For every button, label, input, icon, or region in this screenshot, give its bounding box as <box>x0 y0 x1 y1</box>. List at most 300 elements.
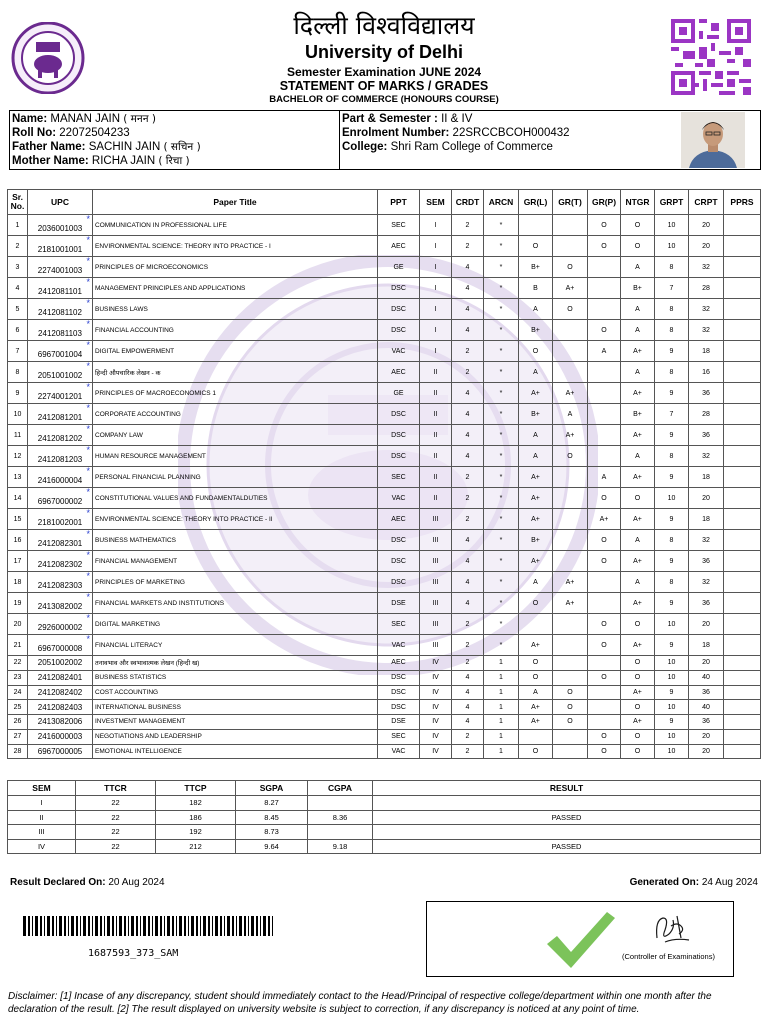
cell-crdt: 2 <box>452 362 484 383</box>
upc-asterisk: * <box>86 445 90 455</box>
cell-grt <box>553 509 588 530</box>
cell-ppt: DSC <box>378 320 420 341</box>
upc-code: 2416000004 <box>37 475 83 485</box>
cell-upc <box>28 656 93 671</box>
checkmark-icon <box>545 908 617 970</box>
cell-title: FINANCIAL LITERACY <box>93 635 378 656</box>
cell-sem: IV <box>420 715 452 730</box>
upc-asterisk: * <box>86 529 90 539</box>
cell-sr: 9 <box>8 383 28 404</box>
cell-grl <box>519 729 553 744</box>
cell-crdt: 2 <box>452 488 484 509</box>
cell-grl <box>519 215 553 236</box>
college-row: College: Shri Ram College of Commerce <box>342 141 553 153</box>
cell-ppt: AEC <box>378 509 420 530</box>
cell-ppt: AEC <box>378 656 420 671</box>
marks-row <box>8 215 761 236</box>
cell-arcn: * <box>484 551 519 572</box>
cell-crpt: 32 <box>689 530 724 551</box>
upc-asterisk: * <box>86 403 90 413</box>
father-name-row: Father Name: SACHIN JAIN ( सचिन ) <box>12 141 201 153</box>
cell-sem: IV <box>8 839 76 854</box>
cell-sr: 14 <box>8 488 28 509</box>
upc-asterisk: * <box>86 487 90 497</box>
marks-row <box>8 700 761 715</box>
signature-box <box>426 901 734 977</box>
cell-result <box>373 825 761 840</box>
cell-upc <box>28 572 93 593</box>
upc-code: 2416000003 <box>37 732 83 742</box>
cell-grp: O <box>588 236 621 257</box>
cell-grl: A+ <box>519 488 553 509</box>
marks-row <box>8 744 761 759</box>
cell-ppt: DSC <box>378 530 420 551</box>
cell-grt <box>553 614 588 635</box>
cell-sr: 18 <box>8 572 28 593</box>
marks-row <box>8 635 761 656</box>
upc-code: 2181001001 <box>37 244 83 254</box>
col-sem-summary: SEM <box>8 781 76 796</box>
cell-sem: I <box>420 278 452 299</box>
cell-sem: III <box>420 509 452 530</box>
marks-row <box>8 572 761 593</box>
cell-title: COMMUNICATION IN PROFESSIONAL LIFE <box>93 215 378 236</box>
cell-sem: IV <box>420 685 452 700</box>
cell-arcn: 1 <box>484 656 519 671</box>
cell-ppt: DSC <box>378 700 420 715</box>
cell-ppt: DSC <box>378 278 420 299</box>
upc-asterisk: * <box>86 340 90 350</box>
upc-code: 2926000002 <box>37 622 83 632</box>
marks-row <box>8 362 761 383</box>
cell-pprs <box>724 744 761 759</box>
cell-arcn: * <box>484 593 519 614</box>
cell-ttcr: 22 <box>76 810 156 825</box>
cell-grt <box>553 530 588 551</box>
cell-crpt: 36 <box>689 425 724 446</box>
roll-number: 22072504233 <box>59 127 130 139</box>
cell-arcn: * <box>484 341 519 362</box>
col-sem: SEM <box>420 190 452 215</box>
cell-grt: O <box>553 299 588 320</box>
cell-grp: A <box>588 467 621 488</box>
qr-code-icon <box>671 19 751 95</box>
student-personal-details <box>10 111 340 169</box>
upc-code: 2051002002 <box>37 658 83 668</box>
cell-title: CONSTITUTIONAL VALUES AND FUNDAMENTALDUTIES <box>93 488 378 509</box>
upc-code: 2412082303 <box>37 580 83 590</box>
cell-grl: A+ <box>519 635 553 656</box>
roll-number-row: Roll No: 22072504233 <box>12 127 130 139</box>
cell-sem: II <box>420 488 452 509</box>
cell-grl: A <box>519 299 553 320</box>
cell-upc <box>28 744 93 759</box>
cell-grp <box>588 446 621 467</box>
cell-crpt: 32 <box>689 257 724 278</box>
cell-sgpa: 9.64 <box>236 839 308 854</box>
cell-crpt: 20 <box>689 744 724 759</box>
cell-grp: O <box>588 670 621 685</box>
col-grpt: GRPT <box>655 190 689 215</box>
marks-row <box>8 467 761 488</box>
cell-arcn: * <box>484 215 519 236</box>
cell-sr: 6 <box>8 320 28 341</box>
cell-pprs <box>724 362 761 383</box>
cell-upc <box>28 670 93 685</box>
cell-grt: O <box>553 700 588 715</box>
cell-crpt: 18 <box>689 341 724 362</box>
cell-title: तनावभाव और स्वभावात्मक लेखन (हिन्दी ख) <box>93 656 378 671</box>
cell-crpt: 32 <box>689 572 724 593</box>
upc-code: 2274001003 <box>37 265 83 275</box>
cell-crdt: 2 <box>452 467 484 488</box>
cell-grpt: 7 <box>655 278 689 299</box>
cell-pprs <box>724 488 761 509</box>
marks-row <box>8 236 761 257</box>
cell-grl: O <box>519 593 553 614</box>
cell-title: PRINCIPLES OF MACROECONOMICS 1 <box>93 383 378 404</box>
cell-crdt: 4 <box>452 685 484 700</box>
cell-sgpa: 8.27 <box>236 796 308 811</box>
cell-grt <box>553 488 588 509</box>
cell-ppt: GE <box>378 257 420 278</box>
marks-row <box>8 729 761 744</box>
generated-on: Generated On: 24 Aug 2024 <box>629 877 758 888</box>
cell-ppt: DSC <box>378 425 420 446</box>
cell-sgpa: 8.73 <box>236 825 308 840</box>
cell-upc <box>28 509 93 530</box>
cell-crpt: 18 <box>689 467 724 488</box>
cell-title: CORPORATE ACCOUNTING <box>93 404 378 425</box>
cell-arcn: * <box>484 635 519 656</box>
cell-pprs <box>724 685 761 700</box>
cell-grp <box>588 278 621 299</box>
cell-ntgr: O <box>621 488 655 509</box>
cell-grpt: 10 <box>655 236 689 257</box>
cell-sem: IV <box>420 744 452 759</box>
cell-grp <box>588 715 621 730</box>
marks-row <box>8 670 761 685</box>
cell-crdt: 4 <box>452 404 484 425</box>
cell-sem: I <box>420 215 452 236</box>
cell-crdt: 4 <box>452 320 484 341</box>
cell-sr: 8 <box>8 362 28 383</box>
cell-grt: A <box>553 404 588 425</box>
cell-arcn: 1 <box>484 729 519 744</box>
cell-crpt: 20 <box>689 236 724 257</box>
semester-row <box>8 825 761 840</box>
cell-sr: 4 <box>8 278 28 299</box>
part-semester: II & IV <box>441 113 473 125</box>
cell-upc <box>28 700 93 715</box>
cell-ntgr: O <box>621 215 655 236</box>
cell-grpt: 9 <box>655 425 689 446</box>
cell-upc <box>28 729 93 744</box>
marks-row <box>8 404 761 425</box>
upc-code: 2412081101 <box>38 286 82 296</box>
cell-ppt: VAC <box>378 341 420 362</box>
cell-sem: I <box>420 299 452 320</box>
cell-crdt: 4 <box>452 700 484 715</box>
student-name: MANAN JAIN <box>50 113 121 125</box>
cell-upc <box>28 257 93 278</box>
cell-title: FINANCIAL MARKETS AND INSTITUTIONS <box>93 593 378 614</box>
marks-row <box>8 341 761 362</box>
marks-row <box>8 257 761 278</box>
father-name-hindi: ( सचिन ) <box>163 141 201 153</box>
cell-arcn: * <box>484 509 519 530</box>
marks-row <box>8 715 761 730</box>
cell-grt: A+ <box>553 593 588 614</box>
cell-upc <box>28 715 93 730</box>
cell-grp: O <box>588 635 621 656</box>
header <box>0 0 768 110</box>
cell-sr: 20 <box>8 614 28 635</box>
cell-grl: A+ <box>519 467 553 488</box>
cell-grt <box>553 362 588 383</box>
marks-row <box>8 551 761 572</box>
marks-row <box>8 509 761 530</box>
cell-title: INVESTMENT MANAGEMENT <box>93 715 378 730</box>
cell-grt <box>553 729 588 744</box>
cell-cgpa <box>308 796 373 811</box>
upc-code: 6967000008 <box>37 643 83 653</box>
cell-upc <box>28 446 93 467</box>
cell-grl: A+ <box>519 383 553 404</box>
cell-pprs <box>724 656 761 671</box>
cell-upc <box>28 551 93 572</box>
cell-crpt: 36 <box>689 551 724 572</box>
cell-ntgr: A <box>621 320 655 341</box>
cell-pprs <box>724 257 761 278</box>
cell-upc <box>28 299 93 320</box>
cell-crpt: 20 <box>689 215 724 236</box>
cell-crdt: 2 <box>452 341 484 362</box>
enrolment-row: Enrolment Number: 22SRCCBCOH000432 <box>342 127 570 139</box>
cell-upc <box>28 362 93 383</box>
col-crdt: CRDT <box>452 190 484 215</box>
cell-sem: IV <box>420 656 452 671</box>
cell-grp: A+ <box>588 509 621 530</box>
cell-crpt: 20 <box>689 729 724 744</box>
cell-ntgr: A+ <box>621 383 655 404</box>
cell-upc <box>28 635 93 656</box>
col-result: RESULT <box>373 781 761 796</box>
cell-cgpa <box>308 825 373 840</box>
cell-crpt: 36 <box>689 685 724 700</box>
cell-crpt: 20 <box>689 488 724 509</box>
cell-sr: 17 <box>8 551 28 572</box>
col-crpt: CRPT <box>689 190 724 215</box>
cell-upc <box>28 467 93 488</box>
cell-sr: 1 <box>8 215 28 236</box>
cell-pprs <box>724 299 761 320</box>
cell-crdt: 2 <box>452 744 484 759</box>
cell-sem: I <box>420 257 452 278</box>
cell-crdt: 4 <box>452 551 484 572</box>
upc-asterisk: * <box>86 277 90 287</box>
cell-pprs <box>724 700 761 715</box>
upc-asterisk: * <box>86 235 90 245</box>
cell-title: FINANCIAL MANAGEMENT <box>93 551 378 572</box>
cell-grl: O <box>519 341 553 362</box>
cell-crdt: 2 <box>452 509 484 530</box>
cell-grp <box>588 257 621 278</box>
cell-crdt: 4 <box>452 299 484 320</box>
cell-crdt: 2 <box>452 614 484 635</box>
cell-crpt: 28 <box>689 278 724 299</box>
cell-grp: O <box>588 320 621 341</box>
result-declared: Result Declared On: 20 Aug 2024 <box>10 877 165 888</box>
cell-sr: 26 <box>8 715 28 730</box>
cell-crdt: 2 <box>452 236 484 257</box>
cell-crpt: 36 <box>689 715 724 730</box>
cell-sem: IV <box>420 700 452 715</box>
cell-grl: A <box>519 685 553 700</box>
marks-row <box>8 320 761 341</box>
cell-pprs <box>724 425 761 446</box>
upc-asterisk: * <box>86 256 90 266</box>
cell-grpt: 8 <box>655 320 689 341</box>
cell-sem: I <box>8 796 76 811</box>
cell-ntgr: O <box>621 700 655 715</box>
cell-pprs <box>724 383 761 404</box>
cell-grp <box>588 299 621 320</box>
cell-title: PERSONAL FINANCIAL PLANNING <box>93 467 378 488</box>
cell-grt <box>553 215 588 236</box>
cell-sem: II <box>420 467 452 488</box>
marks-row <box>8 446 761 467</box>
cell-ntgr: O <box>621 670 655 685</box>
cell-title: NEGOTIATIONS AND LEADERSHIP <box>93 729 378 744</box>
cell-ppt: DSC <box>378 572 420 593</box>
upc-asterisk: * <box>86 298 90 308</box>
col-sgpa: SGPA <box>236 781 308 796</box>
student-photo <box>681 112 745 168</box>
upc-code: 2412082301 <box>37 538 83 548</box>
cell-pprs <box>724 320 761 341</box>
cell-grt: A+ <box>553 278 588 299</box>
cell-grl: A+ <box>519 715 553 730</box>
cell-sem: II <box>420 446 452 467</box>
cell-grp <box>588 383 621 404</box>
hindi-title: दिल्ली विश्वविद्यालय <box>293 11 475 40</box>
col-ttcp: TTCP <box>156 781 236 796</box>
semester-body <box>8 796 761 854</box>
cell-grpt: 10 <box>655 744 689 759</box>
semester-row <box>8 839 761 854</box>
cell-grpt: 10 <box>655 215 689 236</box>
cell-sr: 11 <box>8 425 28 446</box>
upc-code: 2412081103 <box>38 328 82 338</box>
cell-grl <box>519 614 553 635</box>
cell-grl: A+ <box>519 700 553 715</box>
cell-ntgr: A <box>621 362 655 383</box>
barcode-icon <box>23 916 275 936</box>
cell-grp: O <box>588 530 621 551</box>
cell-sem: III <box>8 825 76 840</box>
cell-cgpa: 8.36 <box>308 810 373 825</box>
cell-grpt: 10 <box>655 488 689 509</box>
cell-title: PRINCIPLES OF MARKETING <box>93 572 378 593</box>
cell-grt <box>553 635 588 656</box>
cell-pprs <box>724 236 761 257</box>
cell-ntgr: A <box>621 257 655 278</box>
cell-ppt: DSC <box>378 299 420 320</box>
cell-pprs <box>724 670 761 685</box>
university-title: University of Delhi <box>304 42 464 62</box>
upc-code: 6967001004 <box>37 349 83 359</box>
mother-name-hindi: ( रिचा ) <box>158 155 190 167</box>
cell-arcn: * <box>484 572 519 593</box>
cell-sr: 19 <box>8 593 28 614</box>
cell-sem: III <box>420 635 452 656</box>
upc-asterisk: * <box>86 613 90 623</box>
upc-code: 2412081203 <box>37 454 83 464</box>
cell-arcn: * <box>484 362 519 383</box>
cell-sem: IV <box>420 670 452 685</box>
cell-grp: O <box>588 215 621 236</box>
cell-pprs <box>724 509 761 530</box>
cell-ntgr: A+ <box>621 715 655 730</box>
cell-crpt: 36 <box>689 593 724 614</box>
col-grl: GR(L) <box>519 190 553 215</box>
cell-upc <box>28 341 93 362</box>
upc-asterisk: * <box>86 592 90 602</box>
cell-grt <box>553 551 588 572</box>
cell-ppt: AEC <box>378 236 420 257</box>
upc-asterisk: * <box>86 424 90 434</box>
cell-grpt: 9 <box>655 685 689 700</box>
enrolment-number: 22SRCCBCOH000432 <box>452 127 570 139</box>
cell-ttcp: 192 <box>156 825 236 840</box>
cell-title: PRINCIPLES OF MICROECONOMICS <box>93 257 378 278</box>
upc-code: 2274001201 <box>37 391 83 401</box>
student-academic-details <box>340 111 676 169</box>
marks-row <box>8 614 761 635</box>
cell-ppt: DSC <box>378 404 420 425</box>
cell-upc <box>28 593 93 614</box>
cell-sem: II <box>420 404 452 425</box>
cell-grt <box>553 320 588 341</box>
cell-title: FINANCIAL ACCOUNTING <box>93 320 378 341</box>
cell-arcn: * <box>484 257 519 278</box>
cell-grpt: 9 <box>655 715 689 730</box>
cell-ntgr: A+ <box>621 551 655 572</box>
cell-title: DIGITAL MARKETING <box>93 614 378 635</box>
cell-crpt: 36 <box>689 383 724 404</box>
cell-title: INTERNATIONAL BUSINESS <box>93 700 378 715</box>
cell-title: ENVIRONMENTAL SCIENCE: THEORY INTO PRACTICE - II <box>93 509 378 530</box>
cell-crdt: 4 <box>452 257 484 278</box>
cell-sr: 25 <box>8 700 28 715</box>
cell-upc <box>28 383 93 404</box>
cell-title: BUSINESS MATHEMATICS <box>93 530 378 551</box>
upc-asterisk: * <box>86 214 90 224</box>
cell-crpt: 18 <box>689 509 724 530</box>
upc-code: 2036001003 <box>37 223 83 233</box>
cell-ntgr: A+ <box>621 593 655 614</box>
cell-title: MANAGEMENT PRINCIPLES AND APPLICATIONS <box>93 278 378 299</box>
cell-ntgr: A <box>621 299 655 320</box>
cell-arcn: * <box>484 446 519 467</box>
cell-grt <box>553 670 588 685</box>
cell-upc <box>28 215 93 236</box>
cell-ntgr: A+ <box>621 425 655 446</box>
col-ppt: PPT <box>378 190 420 215</box>
cell-grp: A <box>588 341 621 362</box>
result-declared-date: 20 Aug 2024 <box>108 877 165 888</box>
